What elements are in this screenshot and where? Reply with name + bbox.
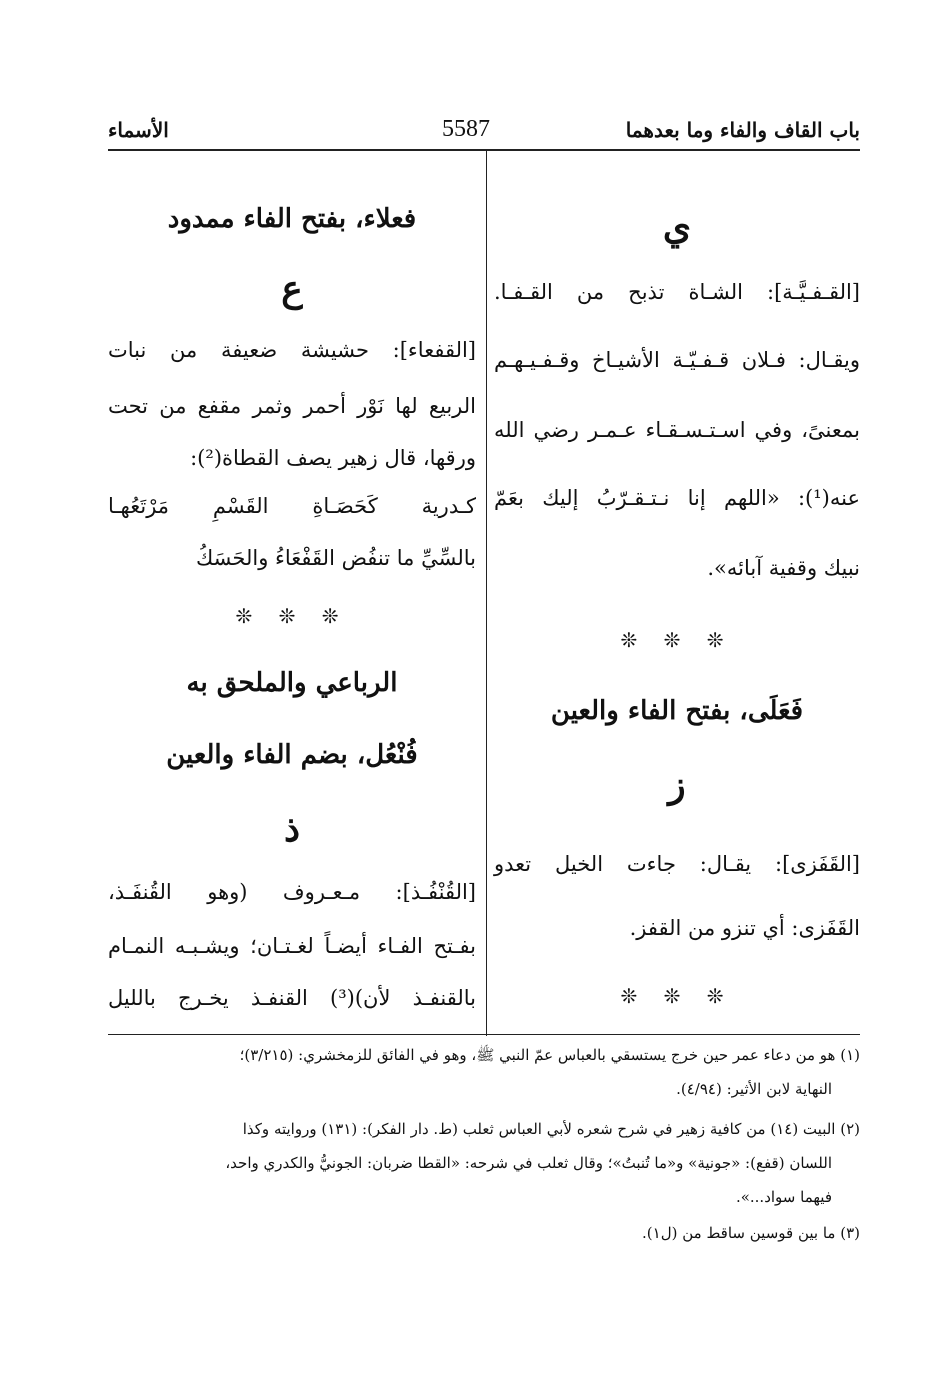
section-separator: ❊ ❊ ❊ (235, 604, 349, 628)
text-line: بفـتح الفـاء أيضـاً لغـتـان؛ ويشـبـه النمـام (108, 934, 476, 958)
poem-verse: كـدرية كَحَصَـاةِ القَسْمِ مَرْتَعُهـا (108, 494, 476, 518)
text-line: ورقها، قال زهير يصف القطاة(²): (190, 446, 476, 470)
poem-verse: بالسِّيِّ ما تنفُض القَفْعَاءُ والحَسَكُ (195, 546, 476, 570)
letter-heading-dhal: ذ (283, 808, 301, 850)
text-line: [القَفَزى]: يقـال: جاءت الخيل تعدو (494, 852, 860, 876)
section-separator: ❊ ❊ ❊ (620, 628, 734, 652)
section-separator: ❊ ❊ ❊ (620, 984, 734, 1008)
text-line: الربيع لها نَوْر أحمر وثمر مقفع من تحت (108, 394, 476, 418)
section-heading: فَعَلَى، بفتح الفاء والعين (550, 696, 804, 726)
text-line: [القُنْفُـذ]: مـعـروف (وهو القُنفَـذ، (108, 880, 476, 904)
footnote-2-cont: فيهما سواد...». (735, 1188, 832, 1206)
footnote-3: (٣) ما بين قوسين ساقط من (ل١). (642, 1224, 860, 1242)
text-line: ويقـال: فـلان قـفـيّـة الأشيـاخ وقـفـيـهـم (494, 348, 860, 372)
section-title: الأسماء (108, 118, 169, 142)
section-heading: الرباعي والملحق به (186, 668, 398, 698)
text-line: بمعنىً، وفي اسـتـسـقـاء عـمـر رضي الله (494, 418, 860, 442)
column-divider (486, 150, 487, 1036)
footnote-rule (108, 1034, 860, 1035)
text-line: نبيك وقفية آبائه». (707, 556, 860, 580)
letter-heading-ya: ي (662, 206, 692, 248)
right-column (494, 150, 860, 1036)
left-column (108, 150, 476, 1036)
page-number: 5587 (442, 116, 490, 142)
text-line: القَفَزى: أي تنزو من القفز. (629, 916, 860, 940)
text-line: [القـفـيَّـة]: الشـاة تذبح من القـفـا. (494, 280, 860, 304)
section-heading: فعلاء، بفتح الفاء ممدود (167, 204, 417, 234)
footnote-1-cont: النهاية لابن الأثير: (٤/٩٤). (676, 1080, 832, 1098)
footnote-1: (١) هو من دعاء عمر حين خرج يستسقي بالعباس عمّ النبي ﷺ، وهو في الفائق للزمخشري: (٣/٢١٥)؛ (239, 1046, 860, 1064)
page-header (108, 112, 860, 152)
letter-heading-ain: ع (281, 268, 303, 310)
text-line: [القفعاء]: حشيشة ضعيفة من نبات (108, 338, 476, 362)
footnote-2-cont: اللسان (قفع): «جونية» و«ما تُنبتُ»؛ وقال ثعلب في شرحه: «القطا ضربان: الجونيُّ والكدري واحد، (225, 1154, 832, 1172)
letter-heading-zay: ز (668, 764, 686, 806)
text-line: عنه(¹): «اللهم إنا نـتـقـرّبُ إليك بعَمّ (494, 486, 860, 510)
chapter-title: باب القاف والفاء وما بعدهما (625, 118, 860, 142)
text-line: بالقنفـذ لأن)(³) القنفـذ يخـرج بالليل (108, 986, 476, 1010)
footnote-2: (٢) البيت (١٤) من كافية زهير في شرح شعره لأبي العباس ثعلب (ط. دار الفكر): (١٣١) وروايته وكذا (242, 1120, 860, 1138)
section-heading: فُنْعُل، بضم الفاء والعين (166, 740, 418, 770)
